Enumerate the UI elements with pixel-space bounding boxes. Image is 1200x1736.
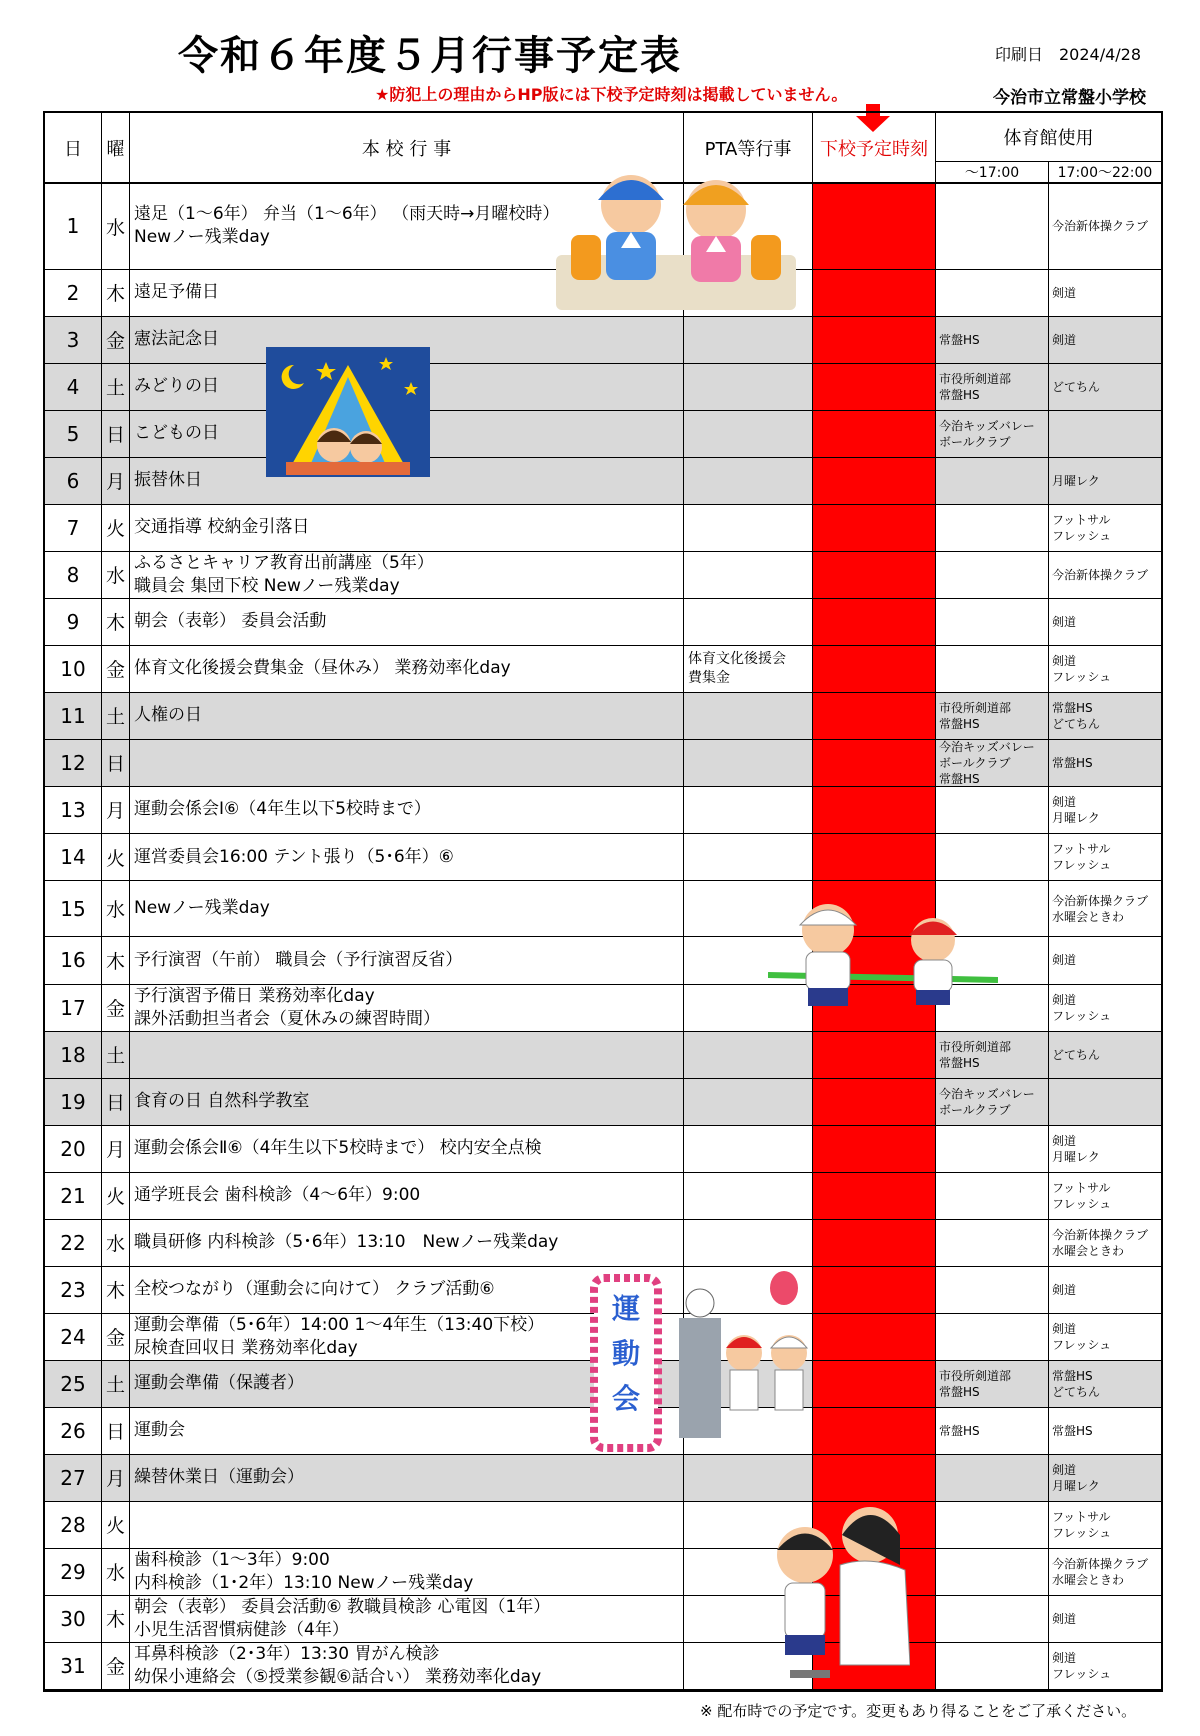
weekday-cell: 土 (102, 1361, 130, 1407)
gym-slot1-cell (936, 1596, 1049, 1642)
table-row (45, 317, 1161, 364)
day-cell: 30 (45, 1596, 102, 1642)
day-cell: 25 (45, 1361, 102, 1407)
gym-slot2-cell: フットサル フレッシュ (1052, 842, 1112, 872)
pta-cell (684, 1220, 813, 1266)
gym-slot1-cell (936, 599, 1049, 645)
gym-slot1-cell (936, 270, 1049, 316)
header-pta: PTA等行事 (684, 113, 813, 184)
event-cell (130, 740, 684, 786)
gym-slot2-cell: フットサル フレッシュ (1052, 512, 1112, 543)
weekday-cell: 月 (102, 1455, 130, 1501)
gym-slot1-cell (936, 1314, 1049, 1360)
day-cell: 19 (45, 1079, 102, 1125)
dismissal-cell (813, 599, 936, 645)
pta-cell (684, 411, 813, 457)
day-cell: 13 (45, 787, 102, 833)
event-cell: 運動会準備（5･6年）14:00 1～4年生（13:40下校） 尿検査回収日 業務効率化day (130, 1314, 684, 1360)
day-cell: 26 (45, 1408, 102, 1454)
weekday-cell: 日 (102, 1408, 130, 1454)
weekday-cell: 月 (102, 458, 130, 504)
gym-slot2-cell: どてちん (1052, 1047, 1101, 1062)
event-cell: 遠足（1～6年） 弁当（1～6年） （雨天時→月曜校時） Newノー残業day (130, 184, 684, 269)
gym-slot1-cell (936, 1267, 1049, 1313)
day-cell: 9 (45, 599, 102, 645)
table-row (45, 599, 1161, 646)
dismissal-cell (813, 1220, 936, 1266)
dismissal-cell (813, 184, 936, 269)
gym-slot2-cell: 剣道 (1052, 1611, 1077, 1626)
day-cell: 23 (45, 1267, 102, 1313)
day-cell: 10 (45, 646, 102, 692)
gym-slot2-cell (1049, 411, 1161, 457)
day-cell: 20 (45, 1126, 102, 1172)
gym-slot2-cell: 剣道 フレッシュ (1052, 1321, 1112, 1352)
event-cell: 体育文化後援会費集金（昼休み） 業務効率化day (130, 646, 684, 692)
gym-slot1-cell (936, 646, 1049, 692)
pta-cell (684, 1173, 813, 1219)
event-cell: 耳鼻科検診（2･3年）13:30 胃がん検診 幼保小連絡会（⑤授業参観⑥話合い） 業務効率化day (130, 1643, 684, 1689)
gym-slot2-cell: 剣道 フレッシュ (1052, 992, 1112, 1023)
gym-slot1-cell: 市役所剣道部 常盤HS (936, 1361, 1049, 1407)
gym-slot1-cell (936, 1126, 1049, 1172)
weekday-cell: 日 (102, 411, 130, 457)
day-cell: 4 (45, 364, 102, 410)
gym-slot1-cell: 常盤HS (936, 1408, 1049, 1454)
security-notice: ★防犯上の理由からHP版には下校予定時刻は掲載していません。 (375, 85, 848, 104)
day-cell: 11 (45, 693, 102, 739)
dismissal-cell (813, 1267, 936, 1313)
event-cell: 憲法記念日 (130, 317, 684, 363)
event-cell: 歯科検診（1～3年）9:00 内科検診（1･2年）13:10 Newノー残業day (130, 1549, 684, 1595)
gym-slot2-cell: 剣道 (1052, 614, 1077, 629)
event-cell: 食育の日 自然科学教室 (130, 1079, 684, 1125)
pta-cell (684, 1126, 813, 1172)
day-cell: 29 (45, 1549, 102, 1595)
pta-cell (684, 505, 813, 551)
day-cell: 27 (45, 1455, 102, 1501)
gym-slot2-cell: 今治新体操クラブ 水曜会ときわ (1052, 1227, 1149, 1258)
print-date: 印刷日 2024/4/28 (995, 45, 1142, 64)
table-row (45, 740, 1161, 787)
table-row (45, 834, 1161, 881)
day-cell: 12 (45, 740, 102, 786)
weekday-cell: 火 (102, 1173, 130, 1219)
gym-slot2-cell: 剣道 (1052, 285, 1077, 300)
gym-slot1-cell: 今治キッズバレー ボールクラブ (936, 1079, 1049, 1125)
day-cell: 24 (45, 1314, 102, 1360)
gym-slot1-cell: 市役所剣道部 常盤HS (936, 693, 1049, 739)
day-cell: 6 (45, 458, 102, 504)
day-cell: 18 (45, 1032, 102, 1078)
sports-day-sign-char3: 会 (611, 1382, 641, 1415)
gym-slot1-cell (936, 552, 1049, 598)
weekday-cell: 金 (102, 985, 130, 1031)
gym-slot2-cell: 剣道 月曜レク (1052, 1133, 1100, 1164)
weekday-cell: 土 (102, 364, 130, 410)
weekday-cell: 月 (102, 1126, 130, 1172)
day-cell: 2 (45, 270, 102, 316)
pta-cell (684, 552, 813, 598)
day-cell: 14 (45, 834, 102, 880)
sports-day-illustration (584, 1268, 824, 1463)
table-row (45, 1126, 1161, 1173)
pta-cell (684, 364, 813, 410)
gym-slot1-cell: 今治キッズバレー ボールクラブ (936, 411, 1049, 457)
table-row (45, 1643, 1161, 1690)
event-cell: 運動会係会Ⅱ⑥（4年生以下5校時まで） 校内安全点検 (130, 1126, 684, 1172)
table-row (45, 646, 1161, 693)
dismissal-cell (813, 1173, 936, 1219)
event-cell: 予行演習予備日 業務効率化day 課外活動担当者会（夏休みの練習時間） (130, 985, 684, 1031)
dismissal-cell (813, 646, 936, 692)
weekday-cell: 水 (102, 184, 130, 269)
weekday-cell: 土 (102, 693, 130, 739)
gym-slot2-cell: 剣道 月曜レク (1052, 1462, 1100, 1493)
gym-slot1-cell (936, 1502, 1049, 1548)
gym-slot1-cell: 市役所剣道部 常盤HS (936, 364, 1049, 410)
event-cell: 運動会係会Ⅰ⑥（4年生以下5校時まで） (130, 787, 684, 833)
running-race-illustration (768, 890, 998, 1030)
dismissal-cell (813, 787, 936, 833)
event-cell: 人権の日 (130, 693, 684, 739)
dismissal-cell (813, 834, 936, 880)
school-name: 今治市立常盤小学校 (993, 88, 1146, 108)
event-cell: みどりの日 (130, 364, 684, 410)
event-cell: Newノー残業day (130, 881, 684, 936)
picnic-children-illustration (556, 160, 796, 310)
event-cell: 運動会準備（保護者） (130, 1361, 684, 1407)
footer-note: ※ 配布時での予定です。変更もあり得ることをご了承ください。 (700, 1702, 1137, 1720)
gym-slot1-cell (936, 458, 1049, 504)
table-row (45, 1502, 1161, 1549)
weekday-cell: 日 (102, 740, 130, 786)
header-gym: 体育館使用 (1003, 128, 1094, 149)
day-cell: 31 (45, 1643, 102, 1689)
gym-slot1-cell (936, 787, 1049, 833)
weekday-cell: 水 (102, 1220, 130, 1266)
gym-slot2-cell: 剣道 フレッシュ (1052, 653, 1112, 684)
gym-slot2-cell: 常盤HS どてちん (1052, 1368, 1101, 1399)
dismissal-cell (813, 1079, 936, 1125)
day-cell: 22 (45, 1220, 102, 1266)
weekday-cell: 水 (102, 1549, 130, 1595)
gym-slot2-cell: 常盤HS (1052, 755, 1093, 770)
event-cell: 朝会（表彰） 委員会活動 (130, 599, 684, 645)
weekday-cell: 金 (102, 1643, 130, 1689)
gym-slot1-cell (936, 1643, 1049, 1689)
gym-slot1-cell (936, 184, 1049, 269)
event-cell: 朝会（表彰） 委員会活動⑥ 教職員検診 心電図（1年） 小児生活習慣病健診（4年） (130, 1596, 684, 1642)
dismissal-cell (813, 740, 936, 786)
dismissal-cell (813, 270, 936, 316)
weekday-cell: 水 (102, 552, 130, 598)
gym-slot2-cell: どてちん (1052, 379, 1101, 394)
weekday-cell: 木 (102, 270, 130, 316)
event-cell: 交通指導 校納金引落日 (130, 505, 684, 551)
weekday-cell: 水 (102, 881, 130, 936)
header-events: 本 校 行 事 (130, 113, 684, 184)
gym-slot2-cell: 月曜レク (1052, 473, 1100, 488)
weekday-cell: 金 (102, 317, 130, 363)
pta-cell (684, 693, 813, 739)
weekday-cell: 木 (102, 1596, 130, 1642)
day-cell: 28 (45, 1502, 102, 1548)
dismissal-cell (813, 364, 936, 410)
event-cell: 運営委員会16:00 テント張り（5･6年）⑥ (130, 834, 684, 880)
event-cell: 振替休日 (130, 458, 684, 504)
pta-cell (684, 740, 813, 786)
page-title: 令和６年度５月行事予定表 (178, 33, 682, 79)
table-row (45, 1596, 1161, 1643)
pta-cell (684, 599, 813, 645)
gym-slot2-cell: 今治新体操クラブ (1052, 219, 1149, 234)
gym-slot2-cell: フットサル フレッシュ (1052, 1180, 1112, 1211)
sports-day-sign-char1: 運 (611, 1292, 641, 1325)
weekday-cell: 木 (102, 1267, 130, 1313)
gym-slot2-cell: 今治新体操クラブ (1052, 567, 1149, 582)
weekday-cell: 土 (102, 1032, 130, 1078)
gym-slot1-cell: 常盤HS (936, 317, 1049, 363)
pta-cell: 体育文化後援会 費集金 (684, 646, 813, 692)
dismissal-cell (813, 1032, 936, 1078)
dismissal-cell (813, 317, 936, 363)
day-cell: 15 (45, 881, 102, 936)
header-day: 日 (45, 113, 102, 184)
pta-cell (684, 1079, 813, 1125)
dismissal-cell (813, 505, 936, 551)
gym-slot2-cell: 剣道 月曜レク (1052, 794, 1100, 825)
header-gym-slot1: ～17:00 (936, 161, 1049, 184)
gym-slot1-cell (936, 1455, 1049, 1501)
event-cell (130, 1032, 684, 1078)
event-cell: 職員研修 内科検診（5･6年）13:10 Newノー残業day (130, 1220, 684, 1266)
weekday-cell: 金 (102, 646, 130, 692)
table-row (45, 1220, 1161, 1267)
gym-slot2-cell: 剣道 (1052, 953, 1077, 968)
weekday-cell: 日 (102, 1079, 130, 1125)
table-row (45, 1079, 1161, 1126)
gym-slot2-cell: 剣道 (1052, 1282, 1077, 1297)
weekday-cell: 木 (102, 937, 130, 983)
table-row (45, 693, 1161, 740)
day-cell: 17 (45, 985, 102, 1031)
header-weekday: 曜 (102, 113, 130, 184)
sports-day-sign-char2: 動 (611, 1337, 641, 1370)
day-cell: 7 (45, 505, 102, 551)
event-cell: 遠足予備日 (130, 270, 684, 316)
event-cell: 繰替休業日（運動会） (130, 1455, 684, 1501)
gym-slot2-cell: 常盤HS (1052, 1423, 1093, 1438)
gym-slot2-cell: 剣道 (1052, 332, 1077, 347)
gym-slot2-cell: 常盤HS どてちん (1052, 700, 1101, 731)
dismissal-cell (813, 1408, 936, 1454)
gym-slot1-cell: 今治キッズバレー ボールクラブ 常盤HS (936, 740, 1049, 786)
day-cell: 3 (45, 317, 102, 363)
gym-slot2-cell: 今治新体操クラブ 水曜会ときわ (1052, 893, 1149, 924)
table-row (45, 458, 1161, 505)
event-cell (130, 1502, 684, 1548)
gym-slot1-cell (936, 834, 1049, 880)
tent-camping-illustration (266, 347, 430, 477)
gym-slot1-cell: 市役所剣道部 常盤HS (936, 1032, 1049, 1078)
pta-cell (684, 317, 813, 363)
table-row (45, 552, 1161, 599)
day-cell: 1 (45, 184, 102, 269)
gym-slot1-cell (936, 1220, 1049, 1266)
gym-slot1-cell (936, 1549, 1049, 1595)
event-cell: 全校つながり（運動会に向けて） クラブ活動⑥ (130, 1267, 684, 1313)
gym-slot1-cell (936, 1173, 1049, 1219)
weekday-cell: 火 (102, 834, 130, 880)
health-checkup-illustration (760, 1495, 910, 1690)
header-dismissal: 下校予定時刻 (813, 113, 936, 184)
weekday-cell: 火 (102, 1502, 130, 1548)
table-row (45, 411, 1161, 458)
pta-cell (684, 1032, 813, 1078)
dismissal-cell (813, 693, 936, 739)
dismissal-cell (813, 1314, 936, 1360)
gym-slot2-cell (1049, 1079, 1161, 1125)
table-row (45, 1032, 1161, 1079)
table-row (45, 1549, 1161, 1596)
day-cell: 8 (45, 552, 102, 598)
gym-slot2-cell: 剣道 フレッシュ (1052, 1650, 1112, 1681)
gym-slot1-cell (936, 505, 1049, 551)
event-cell: こどもの日 (130, 411, 684, 457)
weekday-cell: 金 (102, 1314, 130, 1360)
dismissal-cell (813, 552, 936, 598)
event-cell: 通学班長会 歯科検診（4～6年）9:00 (130, 1173, 684, 1219)
dismissal-cell (813, 1455, 936, 1501)
pta-cell (684, 458, 813, 504)
event-cell: 運動会 (130, 1408, 684, 1454)
day-cell: 21 (45, 1173, 102, 1219)
table-row (45, 505, 1161, 552)
weekday-cell: 木 (102, 599, 130, 645)
table-row (45, 364, 1161, 411)
day-cell: 5 (45, 411, 102, 457)
table-row (45, 1173, 1161, 1220)
weekday-cell: 月 (102, 787, 130, 833)
header-gym-slot2: 17:00～22:00 (1049, 161, 1161, 184)
gym-slot2-cell: 今治新体操クラブ 水曜会ときわ (1052, 1556, 1149, 1587)
pta-cell (684, 787, 813, 833)
weekday-cell: 火 (102, 505, 130, 551)
event-cell: ふるさとキャリア教育出前講座（5年） 職員会 集団下校 Newノー残業day (130, 552, 684, 598)
table-row (45, 787, 1161, 834)
dismissal-cell (813, 1126, 936, 1172)
dismissal-cell (813, 458, 936, 504)
event-cell: 予行演習（午前） 職員会（予行演習反省） (130, 937, 684, 983)
pta-cell (684, 834, 813, 880)
day-cell: 16 (45, 937, 102, 983)
dismissal-cell (813, 1361, 936, 1407)
gym-slot2-cell: フットサル フレッシュ (1052, 1509, 1112, 1540)
dismissal-cell (813, 411, 936, 457)
